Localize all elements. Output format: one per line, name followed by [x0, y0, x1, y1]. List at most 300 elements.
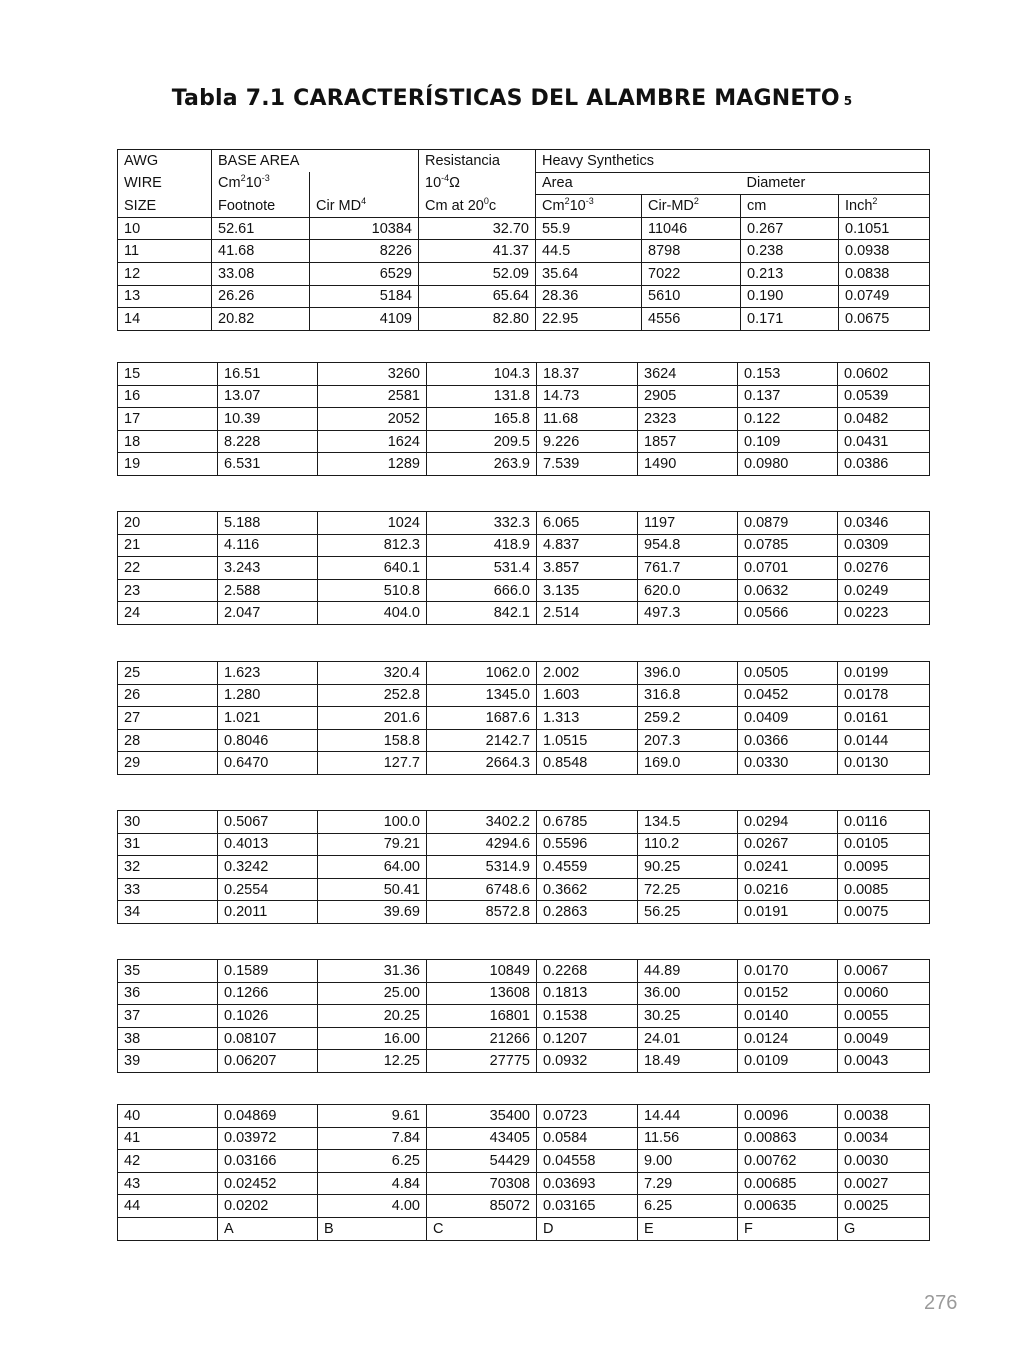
footer-letters-row: [118, 1217, 930, 1240]
table-row: [118, 1172, 930, 1195]
table-row: [118, 729, 930, 752]
table-cell: 4109: [310, 308, 419, 331]
table-cell: 169.0: [638, 752, 738, 775]
table-cell: 0.0276: [838, 557, 930, 580]
table-cell: 812.3: [318, 534, 427, 557]
table-cell: 28: [118, 729, 218, 752]
table-cell: 404.0: [318, 602, 427, 625]
table-cell: 4556: [642, 308, 741, 331]
table-cell: 0.0675: [839, 308, 930, 331]
table-cell: 396.0: [638, 662, 738, 685]
table-cell: 0.0409: [738, 707, 838, 730]
table-cell: 25: [118, 662, 218, 685]
table-cell: 10849: [427, 960, 537, 983]
table-cell: 497.3: [638, 602, 738, 625]
table-cell: 5314.9: [427, 856, 537, 879]
table-cell: 26.26: [212, 285, 310, 308]
table-cell: 7.539: [537, 453, 638, 476]
table-cell: 0.0027: [838, 1172, 930, 1195]
table-cell: 43: [118, 1172, 218, 1195]
table-row: [118, 453, 930, 476]
table-cell: 5184: [310, 285, 419, 308]
table-cell: 31: [118, 833, 218, 856]
table-row: [118, 662, 930, 685]
footer-letter: E: [638, 1217, 738, 1240]
table-cell: 31.36: [318, 960, 427, 983]
table-cell: 18.37: [537, 363, 638, 386]
table-cell: 1.313: [537, 707, 638, 730]
table-cell: 0.2268: [537, 960, 638, 983]
table-cell: 32.70: [419, 217, 536, 240]
table-cell: 0.00685: [738, 1172, 838, 1195]
table-cell: 0.0075: [838, 901, 930, 924]
footer-letter: B: [318, 1217, 427, 1240]
table-row: [118, 408, 930, 431]
table-cell: 332.3: [427, 512, 537, 535]
table-cell: 54429: [427, 1150, 537, 1173]
header-row-2: [118, 172, 930, 195]
table-cell: 27: [118, 707, 218, 730]
table-cell: 620.0: [638, 579, 738, 602]
table-cell: 2.514: [537, 602, 638, 625]
wire-table-group-3: [117, 511, 930, 625]
table-cell: 263.9: [427, 453, 537, 476]
table-row: [118, 684, 930, 707]
table-cell: 1687.6: [427, 707, 537, 730]
table-cell: 0.0178: [838, 684, 930, 707]
table-cell: 0.0191: [738, 901, 838, 924]
footer-letter: [118, 1217, 218, 1240]
header-cir-md: Cir $MD^4$: [310, 195, 419, 218]
table-cell: 316.8: [638, 684, 738, 707]
table-cell: 1197: [638, 512, 738, 535]
table-row: [118, 707, 930, 730]
table-cell: 85072: [427, 1195, 537, 1218]
table-cell: 20.25: [318, 1005, 427, 1028]
table-cell: 22.95: [536, 308, 642, 331]
table-cell: 6.065: [537, 512, 638, 535]
table-cell: 29: [118, 752, 218, 775]
table-cell: 21: [118, 534, 218, 557]
table-cell: 5.188: [218, 512, 318, 535]
table-cell: 0.0030: [838, 1150, 930, 1173]
table-cell: 0.0199: [838, 662, 930, 685]
title-footnote: 5: [843, 94, 853, 108]
table-cell: 3.243: [218, 557, 318, 580]
table-row: [118, 811, 930, 834]
table-cell: 10: [118, 217, 212, 240]
table-cell: 1490: [638, 453, 738, 476]
table-cell: 110.2: [638, 833, 738, 856]
table-cell: 320.4: [318, 662, 427, 685]
table-cell: 34: [118, 901, 218, 924]
table-cell: 0.0723: [537, 1105, 638, 1128]
table-cell: 0.5596: [537, 833, 638, 856]
table-cell: 0.03972: [218, 1127, 318, 1150]
table-cell: 79.21: [318, 833, 427, 856]
table-row: [118, 534, 930, 557]
table-cell: 0.0034: [838, 1127, 930, 1150]
table-cell: 259.2: [638, 707, 738, 730]
table-cell: 0.0140: [738, 1005, 838, 1028]
table-row: [118, 856, 930, 879]
table-cell: 9.226: [537, 430, 638, 453]
table-row: [118, 901, 930, 924]
table-cell: 0.0049: [838, 1027, 930, 1050]
table-cell: 0.0938: [839, 240, 930, 263]
table-cell: 23: [118, 579, 218, 602]
table-row: [118, 1027, 930, 1050]
table-cell: 0.0386: [838, 453, 930, 476]
table-cell: 0.8046: [218, 729, 318, 752]
table-row: [118, 240, 930, 263]
table-row: [118, 1127, 930, 1150]
table-cell: 0.1589: [218, 960, 318, 983]
table-cell: 3260: [318, 363, 427, 386]
table-row: [118, 960, 930, 983]
table-cell: 52.61: [212, 217, 310, 240]
table-cell: 72.25: [638, 878, 738, 901]
header-area-cm2: $Cm^210^{-3}$: [536, 195, 642, 218]
table-row: [118, 512, 930, 535]
table-cell: 1624: [318, 430, 427, 453]
header-size: SIZE: [118, 195, 212, 218]
table-cell: 65.64: [419, 285, 536, 308]
table-cell: 2.588: [218, 579, 318, 602]
table-cell: 1024: [318, 512, 427, 535]
table-cell: 0.0346: [838, 512, 930, 535]
table-cell: 0.0452: [738, 684, 838, 707]
table-cell: 252.8: [318, 684, 427, 707]
table-cell: 0.153: [738, 363, 838, 386]
table-row: [118, 752, 930, 775]
table-cell: 0.0330: [738, 752, 838, 775]
table-cell: 2664.3: [427, 752, 537, 775]
table-cell: 20.82: [212, 308, 310, 331]
wire-table-group-4: [117, 661, 930, 775]
table-cell: 24: [118, 602, 218, 625]
table-cell: 12.25: [318, 1050, 427, 1073]
table-cell: 24.01: [638, 1027, 738, 1050]
table-cell: 134.5: [638, 811, 738, 834]
table-cell: 39: [118, 1050, 218, 1073]
table-cell: 0.03693: [537, 1172, 638, 1195]
table-cell: 0.03165: [537, 1195, 638, 1218]
table-cell: 0.122: [738, 408, 838, 431]
table-cell: 16.00: [318, 1027, 427, 1050]
table-cell: 6.531: [218, 453, 318, 476]
table-cell: 207.3: [638, 729, 738, 752]
wire-table-group-2: [117, 362, 930, 476]
table-cell: 0.1266: [218, 982, 318, 1005]
title-text: Tabla 7.1 CARACTERÍSTICAS DEL ALAMBRE MAGNETO: [171, 86, 840, 111]
header-cm2-units: $Cm^210^{-3}$: [212, 172, 310, 195]
table-cell: 26: [118, 684, 218, 707]
table-cell: 9.61: [318, 1105, 427, 1128]
table-cell: 0.238: [741, 240, 839, 263]
table-cell: 666.0: [427, 579, 537, 602]
table-cell: 41.37: [419, 240, 536, 263]
table-cell: 0.2554: [218, 878, 318, 901]
header-wire: WIRE: [118, 172, 212, 195]
table-cell: 0.0109: [738, 1050, 838, 1073]
table-cell: 39.69: [318, 901, 427, 924]
table-cell: 4.00: [318, 1195, 427, 1218]
table-cell: 100.0: [318, 811, 427, 834]
table-cell: 16.51: [218, 363, 318, 386]
table-cell: 64.00: [318, 856, 427, 879]
table-row: [118, 385, 930, 408]
table-cell: 32: [118, 856, 218, 879]
table-cell: 38: [118, 1027, 218, 1050]
table-cell: 1345.0: [427, 684, 537, 707]
table-cell: 0.1207: [537, 1027, 638, 1050]
table-cell: 0.02452: [218, 1172, 318, 1195]
footer-letter: D: [537, 1217, 638, 1240]
table-cell: 19: [118, 453, 218, 476]
table-row: [118, 363, 930, 386]
table-cell: 127.7: [318, 752, 427, 775]
table-cell: 17: [118, 408, 218, 431]
header-area: Area: [536, 172, 741, 195]
wire-table-group-6: [117, 959, 930, 1073]
table-cell: 0.0749: [839, 285, 930, 308]
wire-table-group-5: [117, 810, 930, 924]
table-cell: 0.0170: [738, 960, 838, 983]
header-resistancia: Resistancia: [419, 150, 536, 173]
table-cell: 0.1051: [839, 217, 930, 240]
table-cell: 0.0431: [838, 430, 930, 453]
table-cell: 0.0241: [738, 856, 838, 879]
table-cell: 0.0124: [738, 1027, 838, 1050]
table-cell: 0.00762: [738, 1150, 838, 1173]
table-cell: 0.6785: [537, 811, 638, 834]
table-cell: 0.04558: [537, 1150, 638, 1173]
table-cell: 165.8: [427, 408, 537, 431]
header-cm-at-20c: Cm at $20^0c$: [419, 195, 536, 218]
table-cell: 0.0038: [838, 1105, 930, 1128]
table-cell: 0.0096: [738, 1105, 838, 1128]
header-row-1: [118, 150, 930, 173]
table-cell: 3624: [638, 363, 738, 386]
table-cell: 7.84: [318, 1127, 427, 1150]
table-cell: 0.0161: [838, 707, 930, 730]
table-row: [118, 1005, 930, 1028]
table-row: [118, 1050, 930, 1073]
table-row: [118, 579, 930, 602]
table-cell: 0.0584: [537, 1127, 638, 1150]
header-base-area: BASE AREA: [212, 150, 419, 173]
table-cell: 21266: [427, 1027, 537, 1050]
table-cell: 35400: [427, 1105, 537, 1128]
table-cell: 44.89: [638, 960, 738, 983]
table-cell: 0.137: [738, 385, 838, 408]
table-cell: 0.0879: [738, 512, 838, 535]
table-cell: 0.0785: [738, 534, 838, 557]
table-cell: 35.64: [536, 262, 642, 285]
table-cell: 52.09: [419, 262, 536, 285]
table-row: [118, 1105, 930, 1128]
table-cell: 0.0701: [738, 557, 838, 580]
table-cell: 0.0505: [738, 662, 838, 685]
table-cell: 90.25: [638, 856, 738, 879]
table-cell: 158.8: [318, 729, 427, 752]
table-cell: 27775: [427, 1050, 537, 1073]
table-cell: 9.00: [638, 1150, 738, 1173]
table-cell: 209.5: [427, 430, 537, 453]
table-cell: 1062.0: [427, 662, 537, 685]
table-cell: 18.49: [638, 1050, 738, 1073]
table-cell: 37: [118, 1005, 218, 1028]
table-cell: 0.0539: [838, 385, 930, 408]
table-cell: 0.4559: [537, 856, 638, 879]
table-cell: 0.0223: [838, 602, 930, 625]
table-cell: 18: [118, 430, 218, 453]
table-row: [118, 833, 930, 856]
table-cell: 0.0144: [838, 729, 930, 752]
table-row: [118, 262, 930, 285]
table-cell: 13608: [427, 982, 537, 1005]
table-cell: 0.0067: [838, 960, 930, 983]
table-cell: 6529: [310, 262, 419, 285]
table-cell: 20: [118, 512, 218, 535]
table-cell: 28.36: [536, 285, 642, 308]
table-cell: 640.1: [318, 557, 427, 580]
footer-letter: A: [218, 1217, 318, 1240]
table-cell: 82.80: [419, 308, 536, 331]
table-cell: 0.3662: [537, 878, 638, 901]
table-row: [118, 878, 930, 901]
table-cell: 0.06207: [218, 1050, 318, 1073]
table-cell: 1.603: [537, 684, 638, 707]
table-cell: 0.4013: [218, 833, 318, 856]
table-cell: 0.0309: [838, 534, 930, 557]
table-cell: 0.0482: [838, 408, 930, 431]
table-cell: 0.0130: [838, 752, 930, 775]
table-cell: 0.1538: [537, 1005, 638, 1028]
table-cell: 1.021: [218, 707, 318, 730]
table-cell: 14: [118, 308, 212, 331]
table-cell: 0.0294: [738, 811, 838, 834]
table-cell: 0.171: [741, 308, 839, 331]
table-cell: 1.280: [218, 684, 318, 707]
table-cell: 36: [118, 982, 218, 1005]
table-cell: 22: [118, 557, 218, 580]
table-cell: 4.837: [537, 534, 638, 557]
table-cell: 11: [118, 240, 212, 263]
table-cell: 42: [118, 1150, 218, 1173]
table-cell: 0.0980: [738, 453, 838, 476]
table-cell: 0.2011: [218, 901, 318, 924]
table-cell: 0.1813: [537, 982, 638, 1005]
table-cell: 40: [118, 1105, 218, 1128]
table-cell: 7022: [642, 262, 741, 285]
table-cell: 0.03166: [218, 1150, 318, 1173]
table-cell: 0.1026: [218, 1005, 318, 1028]
table-cell: 44: [118, 1195, 218, 1218]
table-cell: 1857: [638, 430, 738, 453]
table-cell: 44.5: [536, 240, 642, 263]
table-cell: 1289: [318, 453, 427, 476]
table-cell: 7.29: [638, 1172, 738, 1195]
table-cell: 531.4: [427, 557, 537, 580]
table-cell: 2.047: [218, 602, 318, 625]
header-ohm-units: $10^{-4}\Omega$: [419, 172, 536, 195]
table-cell: 2052: [318, 408, 427, 431]
table-cell: 33: [118, 878, 218, 901]
table-cell: 14.73: [537, 385, 638, 408]
table-cell: 0.0055: [838, 1005, 930, 1028]
table-cell: 56.25: [638, 901, 738, 924]
table-cell: 2142.7: [427, 729, 537, 752]
header-inch2: Inch$^2$: [839, 195, 930, 218]
table-cell: 70308: [427, 1172, 537, 1195]
table-cell: 1.623: [218, 662, 318, 685]
table-cell: 4.116: [218, 534, 318, 557]
table-cell: 0.0602: [838, 363, 930, 386]
table-cell: 15: [118, 363, 218, 386]
table-cell: 0.00635: [738, 1195, 838, 1218]
table-cell: 842.1: [427, 602, 537, 625]
page-number: 276: [924, 1292, 958, 1314]
table-row: [118, 308, 930, 331]
table-cell: 12: [118, 262, 212, 285]
table-cell: 0.0932: [537, 1050, 638, 1073]
table-cell: 0.0267: [738, 833, 838, 856]
header-heavy-synthetics: Heavy Synthetics: [536, 150, 930, 173]
table-cell: 10.39: [218, 408, 318, 431]
table-cell: 0.0366: [738, 729, 838, 752]
table-cell: 5610: [642, 285, 741, 308]
table-cell: 8226: [310, 240, 419, 263]
header-awg: AWG: [118, 150, 212, 173]
table-cell: 55.9: [536, 217, 642, 240]
table-cell: 11046: [642, 217, 741, 240]
table-cell: 0.6470: [218, 752, 318, 775]
table-cell: 418.9: [427, 534, 537, 557]
footer-letter: G: [838, 1217, 930, 1240]
table-row: [118, 217, 930, 240]
table-row: [118, 1195, 930, 1218]
table-cell: 6748.6: [427, 878, 537, 901]
table-cell: 6.25: [318, 1150, 427, 1173]
table-cell: 954.8: [638, 534, 738, 557]
footer-letter: C: [427, 1217, 537, 1240]
table-cell: 43405: [427, 1127, 537, 1150]
table-cell: 8.228: [218, 430, 318, 453]
table-cell: 33.08: [212, 262, 310, 285]
table-cell: 4294.6: [427, 833, 537, 856]
table-row: [118, 557, 930, 580]
table-cell: 0.0838: [839, 262, 930, 285]
table-cell: 0.213: [741, 262, 839, 285]
table-cell: 16801: [427, 1005, 537, 1028]
table-cell: 25.00: [318, 982, 427, 1005]
table-cell: 11.56: [638, 1127, 738, 1150]
header-footnote: Footnote: [212, 195, 310, 218]
table-cell: 0.0116: [838, 811, 930, 834]
table-cell: 41.68: [212, 240, 310, 263]
table-cell: 0.0249: [838, 579, 930, 602]
table-cell: 201.6: [318, 707, 427, 730]
table-cell: 8798: [642, 240, 741, 263]
table-cell: 3.135: [537, 579, 638, 602]
table-cell: 0.3242: [218, 856, 318, 879]
table-cell: 0.0085: [838, 878, 930, 901]
table-cell: 2905: [638, 385, 738, 408]
table-cell: 2581: [318, 385, 427, 408]
table-cell: 16: [118, 385, 218, 408]
